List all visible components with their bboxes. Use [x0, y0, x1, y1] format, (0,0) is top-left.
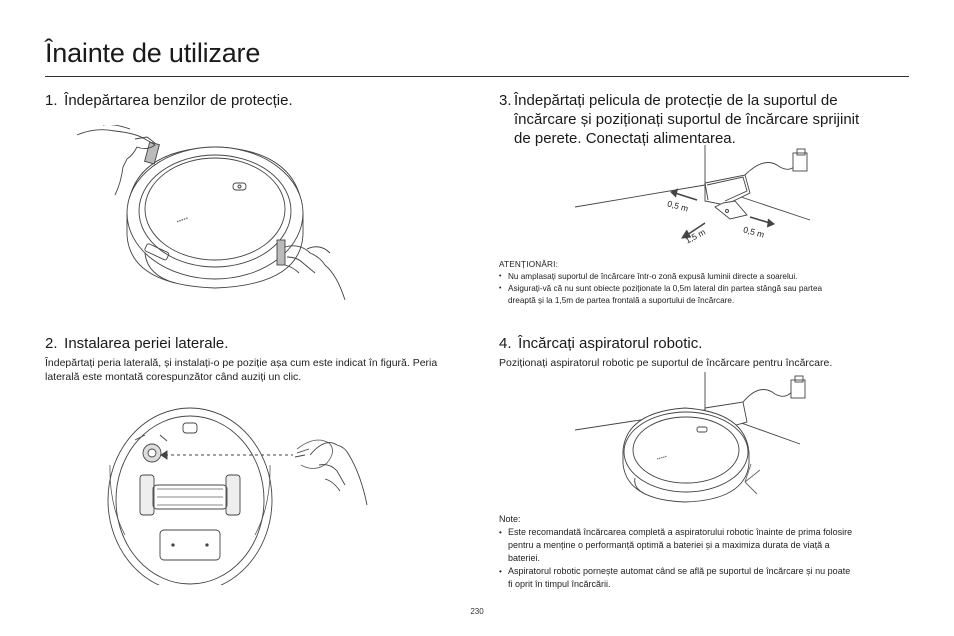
- remove-tape-illustration: [75, 125, 365, 300]
- section-3-title-line-1: Îndepărtați pelicula de protecție de la suportul de: [514, 92, 838, 109]
- warnings-title: ATENȚIONĂRI:: [499, 260, 559, 269]
- svg-text:●●●●●: ●●●●●: [175, 215, 189, 224]
- section-4-title: Încărcați aspiratorul robotic.: [518, 335, 703, 352]
- note-item: • Aspiratorul robotic pornește automat când se află pe suportul de încărcare și nu poate fi oprit în timpul încărcării.: [499, 565, 909, 591]
- side-brush-illustration: [105, 405, 375, 585]
- section-4-body: Poziționați aspiratorul robotic pe suportul de încărcare pentru încărcare.: [499, 357, 833, 369]
- page-number: 230: [470, 607, 484, 616]
- distance-label-front: 1,5 m: [683, 226, 708, 246]
- distance-label-right: 0,5 m: [742, 224, 766, 240]
- section-1-title: Îndepărtarea benzilor de protecție.: [64, 92, 293, 109]
- notes-title: Note:: [499, 514, 521, 524]
- note-item: • Este recomandată încărcarea completă a aspiratorului robotic înainte de prima folosire pentru a menține o performanță optimă a bateriei și a maximiza durata de viață a bateriei.: [499, 526, 909, 565]
- section-3-title-line-3: de perete. Conectați alimentarea.: [514, 130, 736, 147]
- warnings-list: [499, 271, 909, 307]
- distance-label-left: 0,5 m: [666, 198, 690, 214]
- section-1-heading: [45, 91, 293, 110]
- section-3-number: 3.: [499, 92, 512, 109]
- section-4-number: 4.: [499, 335, 512, 352]
- page-title: Înainte de utilizare: [45, 38, 261, 68]
- warning-item: • Nu amplasați suportul de încărcare într-o zonă expusă luminii directe a soarelui.: [499, 271, 909, 283]
- section-3-heading: [499, 91, 859, 148]
- title-divider: [45, 76, 909, 77]
- section-2-title: Instalarea periei laterale.: [64, 335, 229, 352]
- section-2-number: 2.: [45, 335, 58, 352]
- section-3-title-line-2: încărcare și poziționați suportul de încărcare sprijinit: [514, 111, 860, 128]
- section-1-number: 1.: [45, 92, 58, 109]
- robot-charging-illustration: [575, 372, 815, 507]
- notes-list: [499, 526, 909, 591]
- section-2-body: Îndepărtați peria laterală, și instalați-o pe poziție așa cum este indicat în figură. Peria laterală este montată corespunzător când auziți un clic.: [45, 357, 438, 383]
- section-4-heading: [499, 334, 702, 353]
- section-2-heading: [45, 334, 228, 353]
- svg-text:●●●●●: ●●●●●: [656, 454, 668, 461]
- warning-item: • Asigurați-vă că nu sunt obiecte poziționate la 0,5m lateral din partea stângă sau partea dreaptă și la 1,5m de partea frontală a suportului de încărcare.: [499, 283, 909, 307]
